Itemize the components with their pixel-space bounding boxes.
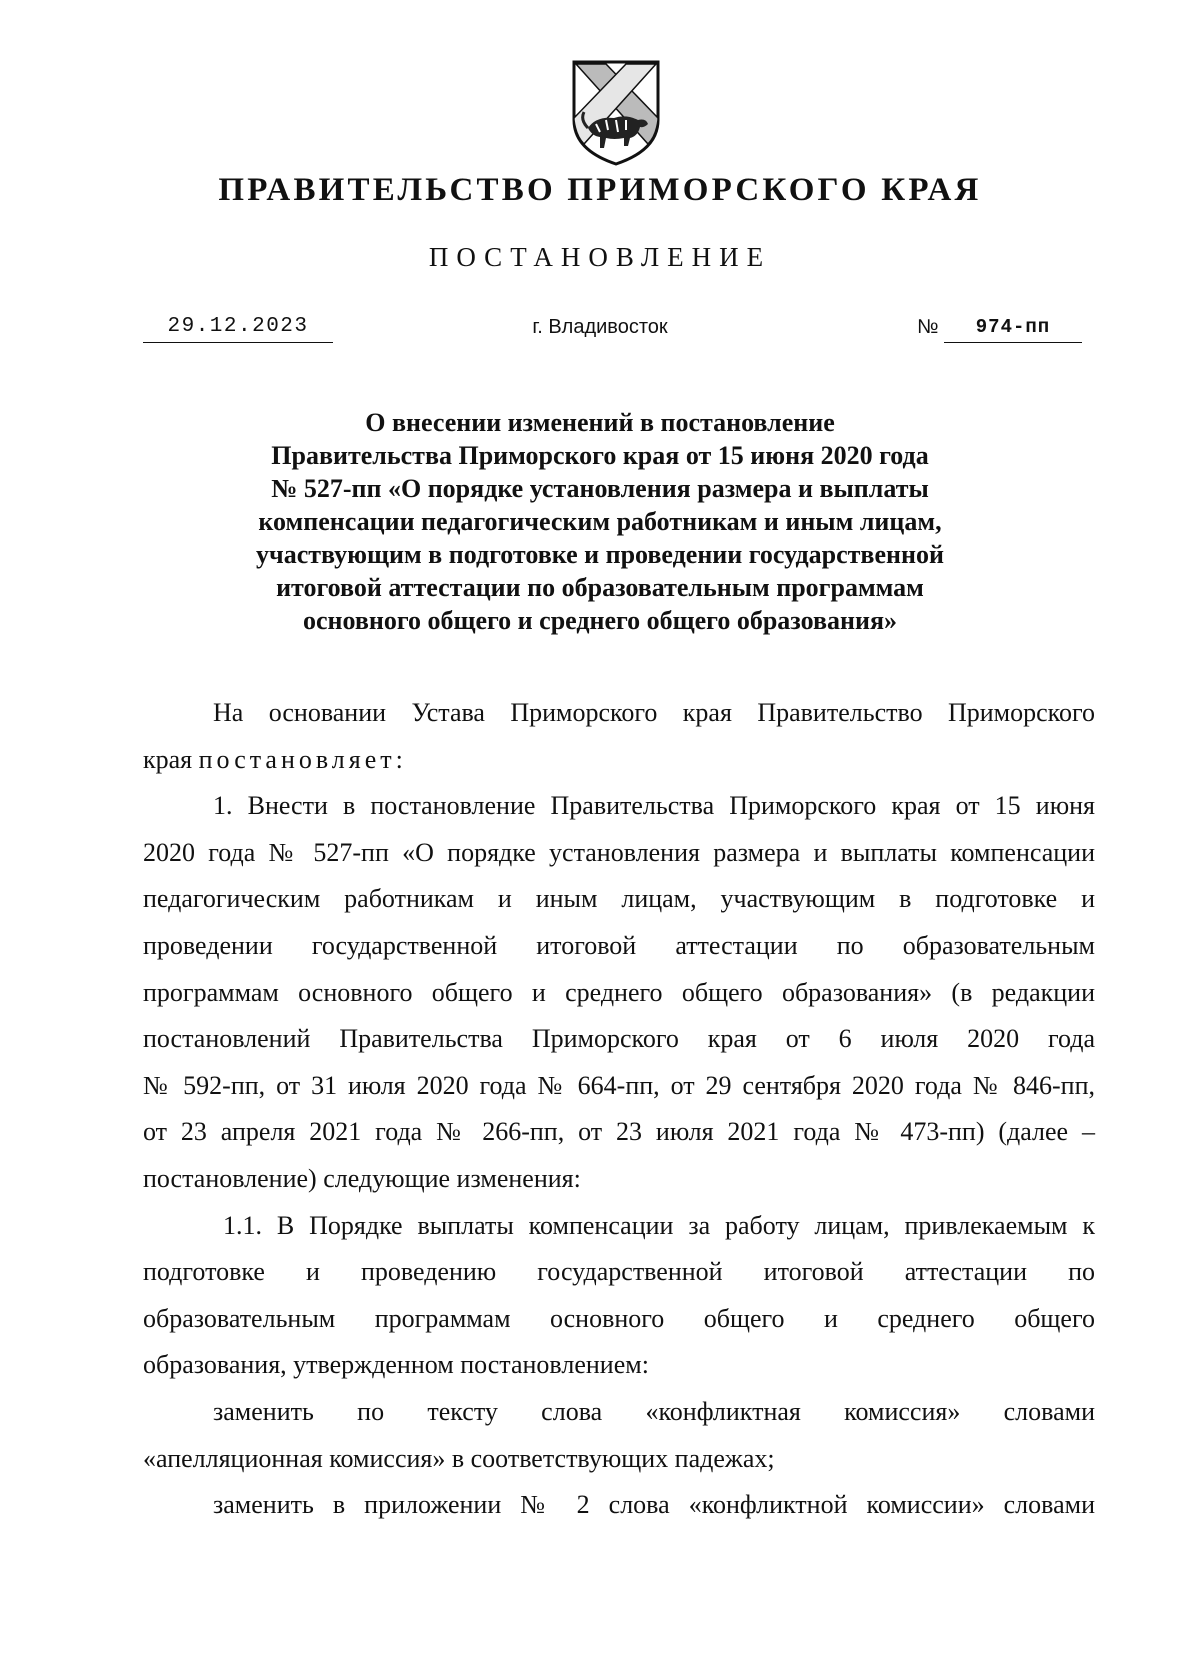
document-kind: ПОСТАНОВЛЕНИЕ [428,242,772,272]
document-meta-row [0,314,1200,348]
body-line: 1.1. В Порядке выплаты компенсации за работу лицам, привлекаемым к [223,1210,1095,1240]
document-number-label: № [917,316,939,338]
document-date: 29.12.2023 [143,314,333,343]
body-emphasis: постановляет: [198,744,407,774]
body-line: 1. Внести в постановление Правительства Приморского края от 15 июня [213,791,1095,821]
body-line: проведении государственной итоговой аттестации по образовательным [143,930,1095,960]
coat-of-arms-icon [566,58,666,168]
heading-line: итоговой аттестации по образовательным программам [276,573,924,602]
body-line [143,737,1095,784]
body-line: № 592-пп, от 31 июля 2020 года № 664-пп, от 29 сентября 2020 года № 846-пп, [143,1070,1095,1100]
document-number: 974-пп [944,314,1082,343]
body-line: педагогическим работникам и иным лицам, участвующим в подготовке и [143,884,1095,914]
heading-line: № 527-пп «О порядке установления размера и выплаты [271,474,929,503]
body-line: программам основного общего и среднего общего образования» (в редакции [143,977,1095,1007]
body-text-fragment: края [143,744,199,774]
body-line: «апелляционная комиссия» в соответствующих падежах; [143,1443,775,1473]
body-line: образовательным программам основного общего и среднего общего [143,1303,1095,1333]
heading-line: компенсации педагогическим работникам и иным лицам, [258,507,942,536]
body-line: постановлений Правительства Приморского края от 6 июля 2020 года [143,1024,1095,1054]
government-title: ПРАВИТЕЛЬСТВО ПРИМОРСКОГО КРАЯ [218,172,982,208]
body-line: 2020 года № 527-пп «О порядке установления размера и выплаты компенсации [143,837,1095,867]
heading-line: О внесении изменений в постановление [365,408,835,437]
body-line: постановление) следующие изменения: [143,1163,581,1193]
body-line: от 23 апреля 2021 года № 266-пп, от 23 июля 2021 года № 473-пп) (далее – [143,1117,1095,1147]
body-line: заменить в приложении № 2 слова «конфликтной комиссии» словами [213,1490,1095,1520]
document-body [143,690,1095,1529]
body-line: На основании Устава Приморского края Правительство Приморского [213,698,1095,727]
heading-line: участвующим в подготовке и проведении государственной [256,540,944,569]
body-line: подготовке и проведению государственной итоговой аттестации по [143,1257,1095,1287]
heading-line: основного общего и среднего общего образования» [302,606,898,635]
document-heading [170,406,1030,637]
heading-line: Правительства Приморского края от 15 июня 2020 года [271,441,929,470]
body-line: образования, утвержденном постановлением: [143,1350,649,1380]
body-line: заменить по тексту слова «конфликтная комиссия» словами [213,1396,1095,1426]
document-city: г. Владивосток [532,316,668,338]
